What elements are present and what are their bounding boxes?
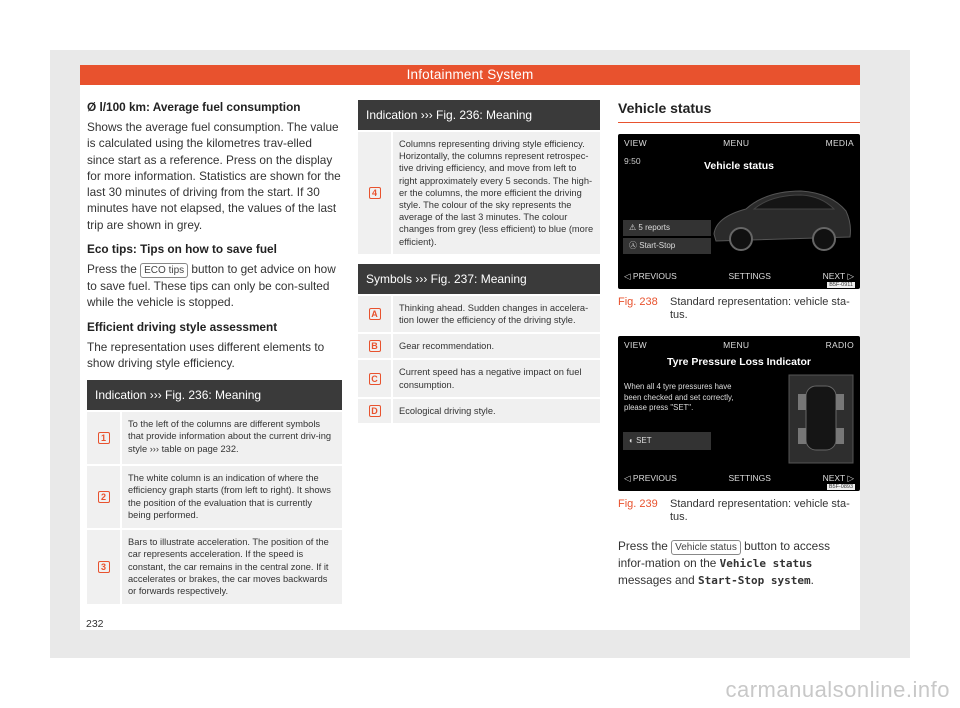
heading-average-fuel: Ø l/100 km: Average fuel consumption xyxy=(87,100,301,114)
next-button[interactable]: NEXT ▷ xyxy=(822,271,854,281)
tyre-car-top-view-icon xyxy=(788,374,854,464)
text-mid2: messages and xyxy=(618,573,695,588)
clock: 9:50 xyxy=(624,156,641,166)
screen-top-bar xyxy=(624,340,854,350)
column-middle xyxy=(358,100,600,423)
table-row xyxy=(358,399,600,423)
previous-button[interactable]: ◁ PREVIOUS xyxy=(624,473,677,483)
heading-eco-tips: Eco tips: Tips on how to save fuel xyxy=(87,242,277,257)
media-button[interactable]: MEDIA xyxy=(825,138,854,148)
screen-tyre-pressure xyxy=(618,336,860,491)
table-value-cell: To the left of the columns are different symbols that provide information about the current driv-ing style ››› table on page 232. xyxy=(128,419,332,454)
figure-caption xyxy=(618,296,860,322)
car-illustration-icon xyxy=(706,179,856,259)
screen-message: When all 4 tyre pressures have been checked and set correctly, please press "SET". xyxy=(624,382,734,412)
heading-efficient-driving: Efficient driving style assessment xyxy=(87,319,278,334)
table-value-cell: The white column is an indication of where the efficiency graph starts (from left to right). It shows the position of the evaluation that is currently being performed. xyxy=(128,473,331,520)
screen-top-bar xyxy=(624,138,854,148)
table-row xyxy=(358,334,600,358)
settings-button[interactable]: SETTINGS xyxy=(728,473,771,483)
figure-number: Fig. 238 xyxy=(618,296,658,308)
screen-title: Vehicle status xyxy=(703,160,775,172)
table-key-cell xyxy=(358,399,393,423)
menu-button[interactable]: MENU xyxy=(723,138,750,148)
column-left xyxy=(87,100,342,604)
screen-bottom-bar xyxy=(624,473,854,484)
vehicle-status-button[interactable]: Vehicle status xyxy=(671,540,741,555)
table-value-cell: Thinking ahead. Sudden changes in accelera-tion lower the efficiency of the driving style. xyxy=(399,302,589,326)
start-stop-label: Start-Stop xyxy=(639,241,676,250)
figure-code: B5F-0911 xyxy=(829,282,853,288)
table-value-cell: Ecological driving style. xyxy=(399,405,496,416)
table-row xyxy=(87,530,342,604)
set-label: SET xyxy=(636,436,652,445)
table-value-cell: Current speed has a negative impact on fuel consumption. xyxy=(399,367,582,390)
table-header: Symbols ››› Fig. 237: Meaning xyxy=(358,264,600,294)
settings-button[interactable]: SETTINGS xyxy=(728,271,771,281)
menu-button[interactable]: MENU xyxy=(723,340,750,350)
text-end: . xyxy=(810,573,814,588)
reports-label: 5 reports xyxy=(638,223,670,232)
table-header: Indication ››› Fig. 236: Meaning xyxy=(358,100,600,130)
number-badge: 3 xyxy=(98,561,110,573)
table-header: Indication ››› Fig. 236: Meaning xyxy=(87,380,342,410)
view-button[interactable]: VIEW xyxy=(624,138,647,148)
paragraph-average-fuel: Shows the average fuel consumption. The value is calculated using the kilometres trav-elled since start as a reference. Press on the display for more information. Statistics are shown for the last 30 minutes of driving from the start. If 30 minutes have not elapsed, the values of the last trip are shown in grey. xyxy=(87,120,341,232)
vehicle-status-term: Vehicle status xyxy=(719,557,813,570)
watermark: carmanualsonline.info xyxy=(725,677,950,702)
section-title: Vehicle status xyxy=(618,100,860,123)
chapter-header: Infotainment System xyxy=(80,65,860,85)
letter-badge: B xyxy=(369,340,381,352)
start-stop-term: Start-Stop system xyxy=(698,574,811,588)
number-badge: 2 xyxy=(98,491,110,503)
previous-button[interactable]: ◁ PREVIOUS xyxy=(624,271,677,281)
radio-button[interactable]: RADIO xyxy=(825,340,854,350)
table-value-cell: Columns representing driving style efficiency. Horizontally, the columns represent retrospec-tive driving efficiency, and move from left to right approximately every 5 seconds. The high-er the columns, the more efficient the driving style. The colour of the sky represents the average of the last 3 minutes. The colour changes from grey (less efficient) to blue (more efficient). xyxy=(399,139,594,247)
table-row xyxy=(358,132,600,254)
letter-badge: A xyxy=(369,308,381,320)
figure-caption-text: Standard representation: vehicle sta-tus. xyxy=(670,296,850,321)
eco-tips-text-post: button to get advice on how to save fuel. These tips can only be con-sulted while the vehicle is stopped. xyxy=(87,262,336,310)
table-key-cell xyxy=(87,466,122,528)
figure-caption-text: Standard representation: vehicle sta-tus. xyxy=(670,498,850,523)
reports-button[interactable]: ⚠ 5 reports xyxy=(623,220,711,236)
screen-title: Tyre Pressure Loss Indicator xyxy=(667,356,811,368)
table-row xyxy=(358,296,600,332)
set-button[interactable]: ◐ SET xyxy=(623,432,711,450)
figure-number: Fig. 239 xyxy=(618,498,658,510)
text-mid: button to access infor-mation on the xyxy=(618,539,831,570)
page-number: 232 xyxy=(86,618,104,630)
table-key-cell xyxy=(87,530,122,604)
column-right xyxy=(618,100,860,599)
screen-vehicle-status xyxy=(618,134,860,289)
letter-badge: D xyxy=(369,405,381,417)
figure-code: B5F-0893 xyxy=(828,484,853,490)
paragraph-efficient-driving: The representation uses different elements to show driving style efficiency. xyxy=(87,339,325,370)
figure-caption xyxy=(618,498,860,524)
next-button[interactable]: NEXT ▷ xyxy=(822,473,854,483)
table-row xyxy=(87,466,342,528)
table-value-cell: Bars to illustrate acceleration. The position of the car represents acceleration. If the speed is constant, the car remains in the central zone. If it accelerates or brakes, the car moves backwards or forwards respectively. xyxy=(128,537,329,597)
number-badge: 1 xyxy=(98,432,110,444)
table-key-cell xyxy=(358,334,393,358)
paragraph-vehicle-status xyxy=(618,538,860,590)
text-pre: Press the xyxy=(618,539,668,553)
eco-tips-button[interactable]: ECO tips xyxy=(140,263,188,278)
number-badge: 4 xyxy=(369,187,381,199)
table-key-cell xyxy=(87,412,122,464)
table-row xyxy=(87,412,342,464)
table-key-cell xyxy=(358,360,393,396)
screen-bottom-bar xyxy=(624,271,854,282)
table-row xyxy=(358,360,600,396)
table-key-cell xyxy=(358,132,393,254)
letter-badge: C xyxy=(369,373,381,385)
start-stop-button[interactable]: Ⓐ Start-Stop xyxy=(623,238,711,254)
paragraph-eco-tips xyxy=(87,261,342,311)
table-value-cell: Gear recommendation. xyxy=(399,341,495,352)
table-key-cell xyxy=(358,296,393,332)
view-button[interactable]: VIEW xyxy=(624,340,647,350)
eco-tips-text-pre: Press the xyxy=(87,262,137,277)
